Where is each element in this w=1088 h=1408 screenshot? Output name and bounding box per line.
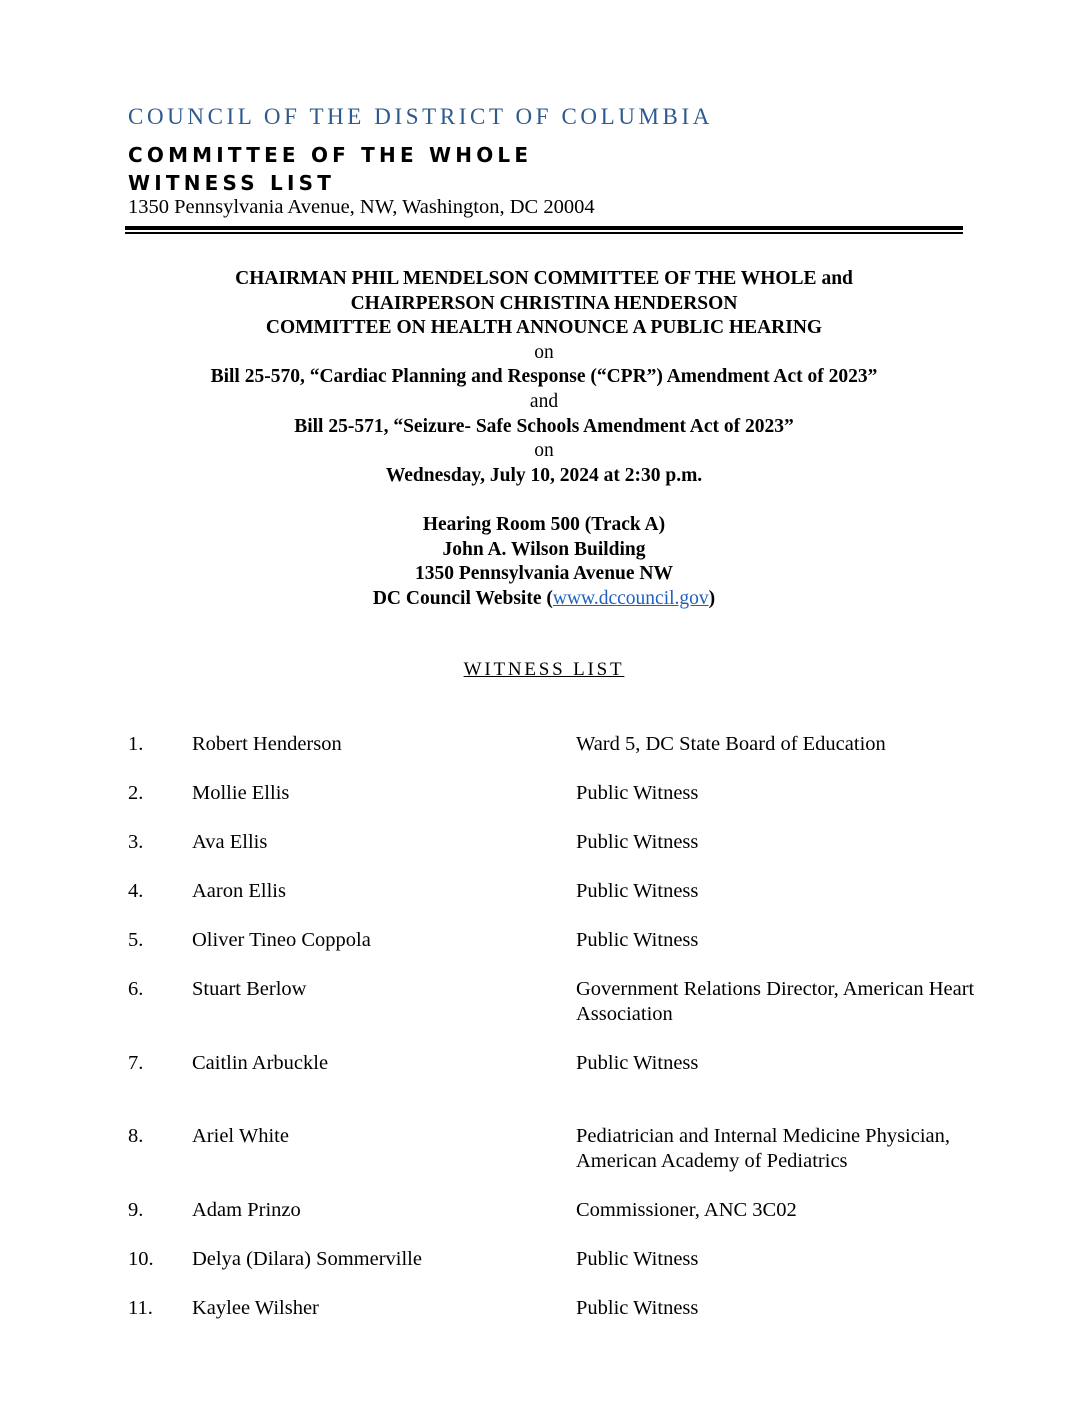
- hearing-datetime: Wednesday, July 10, 2024 at 2:30 p.m.: [385, 464, 703, 486]
- document-type: WITNESS LIST: [128, 171, 336, 195]
- witness-name: Delya (Dilara) Sommerville: [192, 1248, 422, 1270]
- website-prefix: DC Council Website (: [372, 587, 553, 609]
- announcement-line-3: COMMITTEE ON HEALTH ANNOUNCE A PUBLIC HEARING: [265, 317, 823, 339]
- bill-1-title: Bill 25-570, “Cardiac Planning and Response (“CPR”) Amendment Act of 2023”: [210, 366, 878, 388]
- witness-affiliation: Public Witness: [576, 1052, 699, 1074]
- witness-number: 3.: [128, 831, 144, 853]
- council-website-line: [0, 587, 1088, 612]
- witness-name: Mollie Ellis: [192, 782, 290, 804]
- announcement-and: and: [529, 390, 559, 412]
- witness-affiliation: Public Witness: [576, 782, 699, 804]
- witness-name: Caitlin Arbuckle: [192, 1052, 329, 1074]
- witness-number: 1.: [128, 733, 144, 755]
- witness-affiliation: Public Witness: [576, 929, 699, 951]
- header-rule-thick: [125, 226, 963, 230]
- witness-affiliation: Commissioner, ANC 3C02: [576, 1199, 797, 1221]
- witness-affiliation: Government Relations Director, American Heart Association: [576, 978, 975, 1025]
- witness-name: Robert Henderson: [192, 733, 342, 755]
- committee-name: COMMITTEE OF THE WHOLE: [128, 143, 533, 167]
- witness-number: 6.: [128, 978, 144, 1000]
- organization-name: COUNCIL OF THE DISTRICT OF COLUMBIA: [128, 104, 713, 129]
- witness-number: 8.: [128, 1125, 144, 1147]
- witness-number: 11.: [128, 1297, 153, 1319]
- witness-affiliation: Public Witness: [576, 831, 699, 853]
- witness-affiliation: Public Witness: [576, 880, 699, 902]
- hearing-venue: [0, 513, 1088, 611]
- witness-name: Ariel White: [192, 1125, 289, 1147]
- witness-number: 9.: [128, 1199, 144, 1221]
- announcement-on-1: on: [534, 341, 554, 363]
- witness-number: 5.: [128, 929, 144, 951]
- announcement-line-2: CHAIRPERSON CHRISTINA HENDERSON: [350, 292, 738, 314]
- witness-affiliation: Pediatrician and Internal Medicine Physician, American Academy of Pediatrics: [576, 1125, 951, 1172]
- hearing-announcement: [0, 267, 1088, 488]
- building-name: John A. Wilson Building: [442, 538, 646, 560]
- bill-2-title: Bill 25-571, “Seizure- Safe Schools Amendment Act of 2023”: [294, 415, 794, 437]
- announcement-line-1: CHAIRMAN PHIL MENDELSON COMMITTEE OF THE WHOLE and: [235, 268, 853, 289]
- witness-affiliation: Public Witness: [576, 1248, 699, 1270]
- witness-name: Stuart Berlow: [192, 978, 307, 1000]
- witness-number: 10.: [128, 1248, 154, 1270]
- witness-name: Kaylee Wilsher: [192, 1297, 319, 1319]
- header-address: 1350 Pennsylvania Avenue, NW, Washington, DC 20004: [128, 196, 595, 218]
- witness-name: Aaron Ellis: [192, 880, 286, 902]
- witness-affiliation: Public Witness: [576, 1297, 699, 1319]
- witness-number: 7.: [128, 1052, 144, 1074]
- council-website-link[interactable]: www.dccouncil.gov: [552, 587, 709, 609]
- header-rule-thin: [125, 232, 963, 234]
- announcement-on-2: on: [534, 440, 554, 462]
- witness-affiliation: Ward 5, DC State Board of Education: [576, 733, 886, 755]
- witness-name: Ava Ellis: [192, 831, 268, 853]
- witness-name: Adam Prinzo: [192, 1199, 301, 1221]
- hearing-room: Hearing Room 500 (Track A): [422, 514, 666, 535]
- committee-block: [128, 141, 532, 197]
- witness-list-heading: WITNESS LIST: [463, 659, 625, 680]
- venue-street: 1350 Pennsylvania Avenue NW: [414, 563, 674, 585]
- witness-number: 2.: [128, 782, 144, 804]
- witness-name: Oliver Tineo Coppola: [192, 929, 371, 951]
- witness-number: 4.: [128, 880, 144, 902]
- website-suffix: ): [708, 587, 716, 609]
